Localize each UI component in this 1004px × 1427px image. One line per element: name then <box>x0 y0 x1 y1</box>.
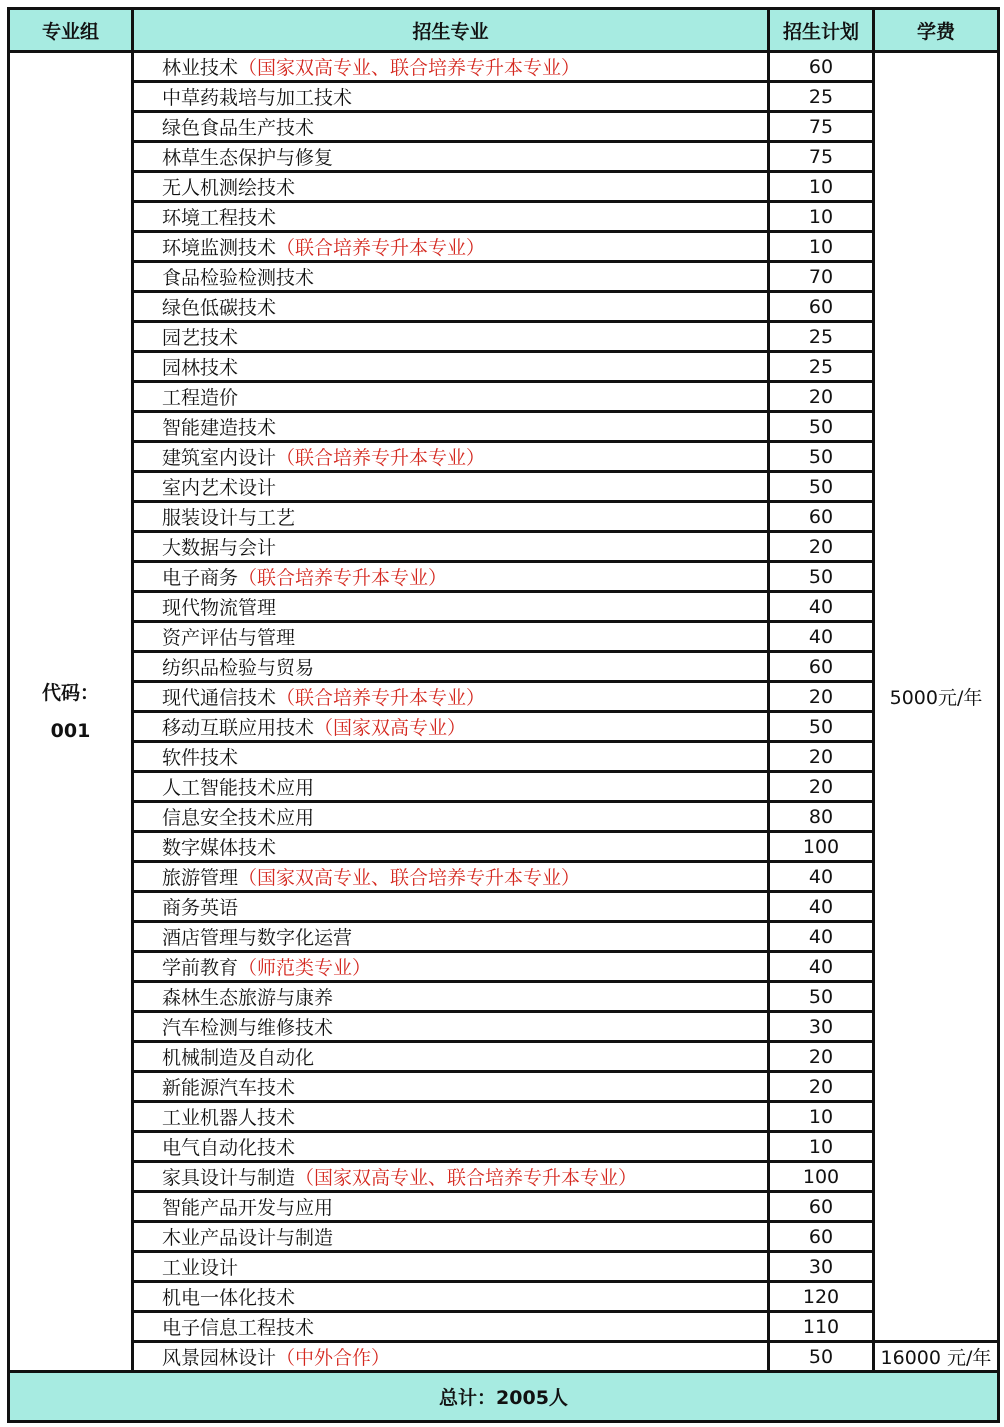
major-cell <box>133 1312 769 1342</box>
major-cell <box>133 292 769 322</box>
major-name: 环境工程技术 <box>162 207 277 229</box>
major-cell <box>133 652 769 682</box>
table-row <box>9 1342 999 1372</box>
major-cell <box>133 1042 769 1072</box>
major-cell <box>133 532 769 562</box>
table-row <box>9 922 999 952</box>
major-name: 家具设计与制造 <box>162 1167 296 1189</box>
major-note: （国家双高专业、联合培养专升本专业） <box>238 57 581 79</box>
table-row <box>9 772 999 802</box>
major-cell <box>133 742 769 772</box>
plan-cell: 20 <box>769 772 874 802</box>
group-code-label: 代码： <box>41 681 99 704</box>
table-row <box>9 1132 999 1162</box>
header-plan: 招生计划 <box>769 9 874 52</box>
group-code-value: 001 <box>50 719 91 742</box>
plan-cell: 70 <box>769 262 874 292</box>
major-cell <box>133 1342 769 1372</box>
major-name: 大数据与会计 <box>162 537 277 559</box>
major-name: 资产评估与管理 <box>162 627 296 649</box>
major-cell <box>133 382 769 412</box>
major-name: 酒店管理与数字化运营 <box>162 927 353 949</box>
plan-cell: 50 <box>769 1342 874 1372</box>
table-row <box>9 1042 999 1072</box>
plan-cell: 20 <box>769 532 874 562</box>
table-row <box>9 1162 999 1192</box>
plan-cell: 50 <box>769 982 874 1012</box>
table-row <box>9 682 999 712</box>
major-name: 无人机测绘技术 <box>162 177 296 199</box>
table-row <box>9 1012 999 1042</box>
table-row <box>9 712 999 742</box>
major-cell <box>133 862 769 892</box>
major-cell <box>133 982 769 1012</box>
plan-cell: 40 <box>769 952 874 982</box>
plan-cell: 40 <box>769 622 874 652</box>
plan-cell: 25 <box>769 322 874 352</box>
major-name: 智能产品开发与应用 <box>162 1197 334 1219</box>
table-row <box>9 172 999 202</box>
major-note: （师范类专业） <box>238 957 372 979</box>
major-cell <box>133 1192 769 1222</box>
major-name: 信息安全技术应用 <box>162 807 315 829</box>
plan-cell: 40 <box>769 592 874 622</box>
major-name: 林草生态保护与修复 <box>162 147 334 169</box>
major-cell <box>133 1072 769 1102</box>
major-cell <box>133 412 769 442</box>
major-cell <box>133 1222 769 1252</box>
major-cell <box>133 322 769 352</box>
plan-cell: 75 <box>769 112 874 142</box>
header-group: 专业组 <box>9 9 133 52</box>
major-cell <box>133 592 769 622</box>
plan-cell: 60 <box>769 652 874 682</box>
table-row <box>9 1222 999 1252</box>
table-row <box>9 382 999 412</box>
table-row <box>9 202 999 232</box>
major-note: （中外合作） <box>276 1347 391 1369</box>
plan-cell: 10 <box>769 202 874 232</box>
table-row <box>9 502 999 532</box>
table-row <box>9 262 999 292</box>
plan-cell: 20 <box>769 1072 874 1102</box>
fee-standard: 5000元/年 <box>874 52 999 1342</box>
major-name: 纺织品检验与贸易 <box>162 657 315 679</box>
major-name: 汽车检测与维修技术 <box>162 1017 334 1039</box>
major-cell <box>133 1162 769 1192</box>
major-name: 电子商务 <box>162 567 239 589</box>
major-name: 商务英语 <box>162 897 239 919</box>
major-name: 电子信息工程技术 <box>162 1317 315 1339</box>
major-cell <box>133 232 769 262</box>
plan-cell: 100 <box>769 1162 874 1192</box>
table-row <box>9 322 999 352</box>
plan-cell: 120 <box>769 1282 874 1312</box>
major-name: 森林生态旅游与康养 <box>162 987 334 1009</box>
plan-cell: 20 <box>769 1042 874 1072</box>
major-cell <box>133 262 769 292</box>
major-name: 软件技术 <box>162 747 239 769</box>
major-name: 机电一体化技术 <box>162 1287 296 1309</box>
major-note: （国家双高专业） <box>314 717 467 739</box>
table-row <box>9 982 999 1012</box>
table-row <box>9 1252 999 1282</box>
major-name: 数字媒体技术 <box>162 837 277 859</box>
major-cell <box>133 202 769 232</box>
major-name: 新能源汽车技术 <box>162 1077 296 1099</box>
table-row <box>9 352 999 382</box>
major-cell <box>133 682 769 712</box>
table-row <box>9 832 999 862</box>
major-name: 服装设计与工艺 <box>162 507 296 529</box>
plan-cell: 30 <box>769 1012 874 1042</box>
plan-cell: 60 <box>769 52 874 82</box>
table-row <box>9 142 999 172</box>
major-cell <box>133 1252 769 1282</box>
major-name: 现代通信技术 <box>162 687 277 709</box>
table-row <box>9 82 999 112</box>
major-note: （联合培养专升本专业） <box>276 447 486 469</box>
plan-cell: 20 <box>769 682 874 712</box>
plan-cell: 110 <box>769 1312 874 1342</box>
major-name: 绿色食品生产技术 <box>162 117 315 139</box>
major-note: （联合培养专升本专业） <box>276 687 486 709</box>
table-row <box>9 1282 999 1312</box>
plan-cell: 10 <box>769 232 874 262</box>
major-name: 建筑室内设计 <box>162 447 277 469</box>
plan-cell: 80 <box>769 802 874 832</box>
major-cell <box>133 922 769 952</box>
plan-cell: 60 <box>769 1222 874 1252</box>
plan-cell: 40 <box>769 892 874 922</box>
plan-cell: 25 <box>769 352 874 382</box>
table-row <box>9 532 999 562</box>
major-name: 工业机器人技术 <box>162 1107 296 1129</box>
plan-cell: 10 <box>769 172 874 202</box>
table-row <box>9 232 999 262</box>
major-cell <box>133 502 769 532</box>
header-major: 招生专业 <box>133 9 769 52</box>
major-cell <box>133 562 769 592</box>
table-row <box>9 622 999 652</box>
plan-cell: 75 <box>769 142 874 172</box>
plan-cell: 10 <box>769 1132 874 1162</box>
plan-cell: 20 <box>769 382 874 412</box>
table-row <box>9 442 999 472</box>
major-name: 移动互联应用技术 <box>162 717 315 739</box>
table-row <box>9 412 999 442</box>
plan-cell: 60 <box>769 1192 874 1222</box>
major-name: 工程造价 <box>162 387 239 409</box>
plan-cell: 100 <box>769 832 874 862</box>
header-row <box>9 9 999 52</box>
table-row <box>9 802 999 832</box>
major-cell <box>133 622 769 652</box>
major-name: 风景园林设计 <box>162 1347 277 1369</box>
major-cell <box>133 82 769 112</box>
table-row <box>9 562 999 592</box>
major-cell <box>133 472 769 502</box>
plan-cell: 50 <box>769 712 874 742</box>
table-row <box>9 292 999 322</box>
major-name: 人工智能技术应用 <box>162 777 315 799</box>
major-name: 学前教育 <box>162 957 239 979</box>
major-note: （国家双高专业、联合培养专升本专业） <box>238 867 581 889</box>
table-row <box>9 862 999 892</box>
plan-cell: 60 <box>769 292 874 322</box>
plan-cell: 50 <box>769 472 874 502</box>
table-row <box>9 652 999 682</box>
major-note: （国家双高专业、联合培养专升本专业） <box>295 1167 638 1189</box>
major-cell <box>133 52 769 82</box>
major-cell <box>133 352 769 382</box>
major-name: 现代物流管理 <box>162 597 277 619</box>
table-row <box>9 52 999 82</box>
table-row <box>9 952 999 982</box>
major-name: 园艺技术 <box>162 327 239 349</box>
major-cell <box>133 442 769 472</box>
major-cell <box>133 712 769 742</box>
major-name: 林业技术 <box>162 57 239 79</box>
major-cell <box>133 112 769 142</box>
table-row <box>9 472 999 502</box>
enrollment-table <box>7 7 1000 1423</box>
table-body <box>9 52 999 1372</box>
major-name: 机械制造及自动化 <box>162 1047 315 1069</box>
major-name: 室内艺术设计 <box>162 477 277 499</box>
plan-cell: 10 <box>769 1102 874 1132</box>
major-cell <box>133 832 769 862</box>
plan-cell: 50 <box>769 562 874 592</box>
major-cell <box>133 1102 769 1132</box>
total-label: 总计：2005人 <box>9 1372 999 1422</box>
plan-cell: 50 <box>769 442 874 472</box>
table-row <box>9 1192 999 1222</box>
plan-cell: 40 <box>769 922 874 952</box>
table-row <box>9 112 999 142</box>
plan-cell: 20 <box>769 742 874 772</box>
total-row <box>9 1372 999 1422</box>
table-row <box>9 1312 999 1342</box>
major-cell <box>133 892 769 922</box>
fee-cooperation: 16000 元/年 <box>874 1342 999 1372</box>
major-cell <box>133 142 769 172</box>
table-row <box>9 892 999 922</box>
major-name: 食品检验检测技术 <box>162 267 315 289</box>
table-row <box>9 592 999 622</box>
major-name: 木业产品设计与制造 <box>162 1227 334 1249</box>
major-name: 智能建造技术 <box>162 417 277 439</box>
major-name: 环境监测技术 <box>162 237 277 259</box>
plan-cell: 40 <box>769 862 874 892</box>
major-cell <box>133 1132 769 1162</box>
table-row <box>9 1102 999 1132</box>
major-name: 园林技术 <box>162 357 239 379</box>
major-name: 中草药栽培与加工技术 <box>162 87 353 109</box>
major-note: （联合培养专升本专业） <box>238 567 448 589</box>
table-row <box>9 1072 999 1102</box>
plan-cell: 60 <box>769 502 874 532</box>
major-cell <box>133 952 769 982</box>
major-cell <box>133 1012 769 1042</box>
plan-cell: 30 <box>769 1252 874 1282</box>
table-row <box>9 742 999 772</box>
major-cell <box>133 172 769 202</box>
major-cell <box>133 1282 769 1312</box>
plan-cell: 25 <box>769 82 874 112</box>
major-note: （联合培养专升本专业） <box>276 237 486 259</box>
major-cell <box>133 802 769 832</box>
plan-cell: 50 <box>769 412 874 442</box>
group-code-cell <box>9 52 133 1372</box>
header-fee: 学费 <box>874 9 999 52</box>
major-name: 旅游管理 <box>162 867 239 889</box>
major-name: 工业设计 <box>162 1257 239 1279</box>
major-name: 绿色低碳技术 <box>162 297 277 319</box>
major-name: 电气自动化技术 <box>162 1137 296 1159</box>
major-cell <box>133 772 769 802</box>
